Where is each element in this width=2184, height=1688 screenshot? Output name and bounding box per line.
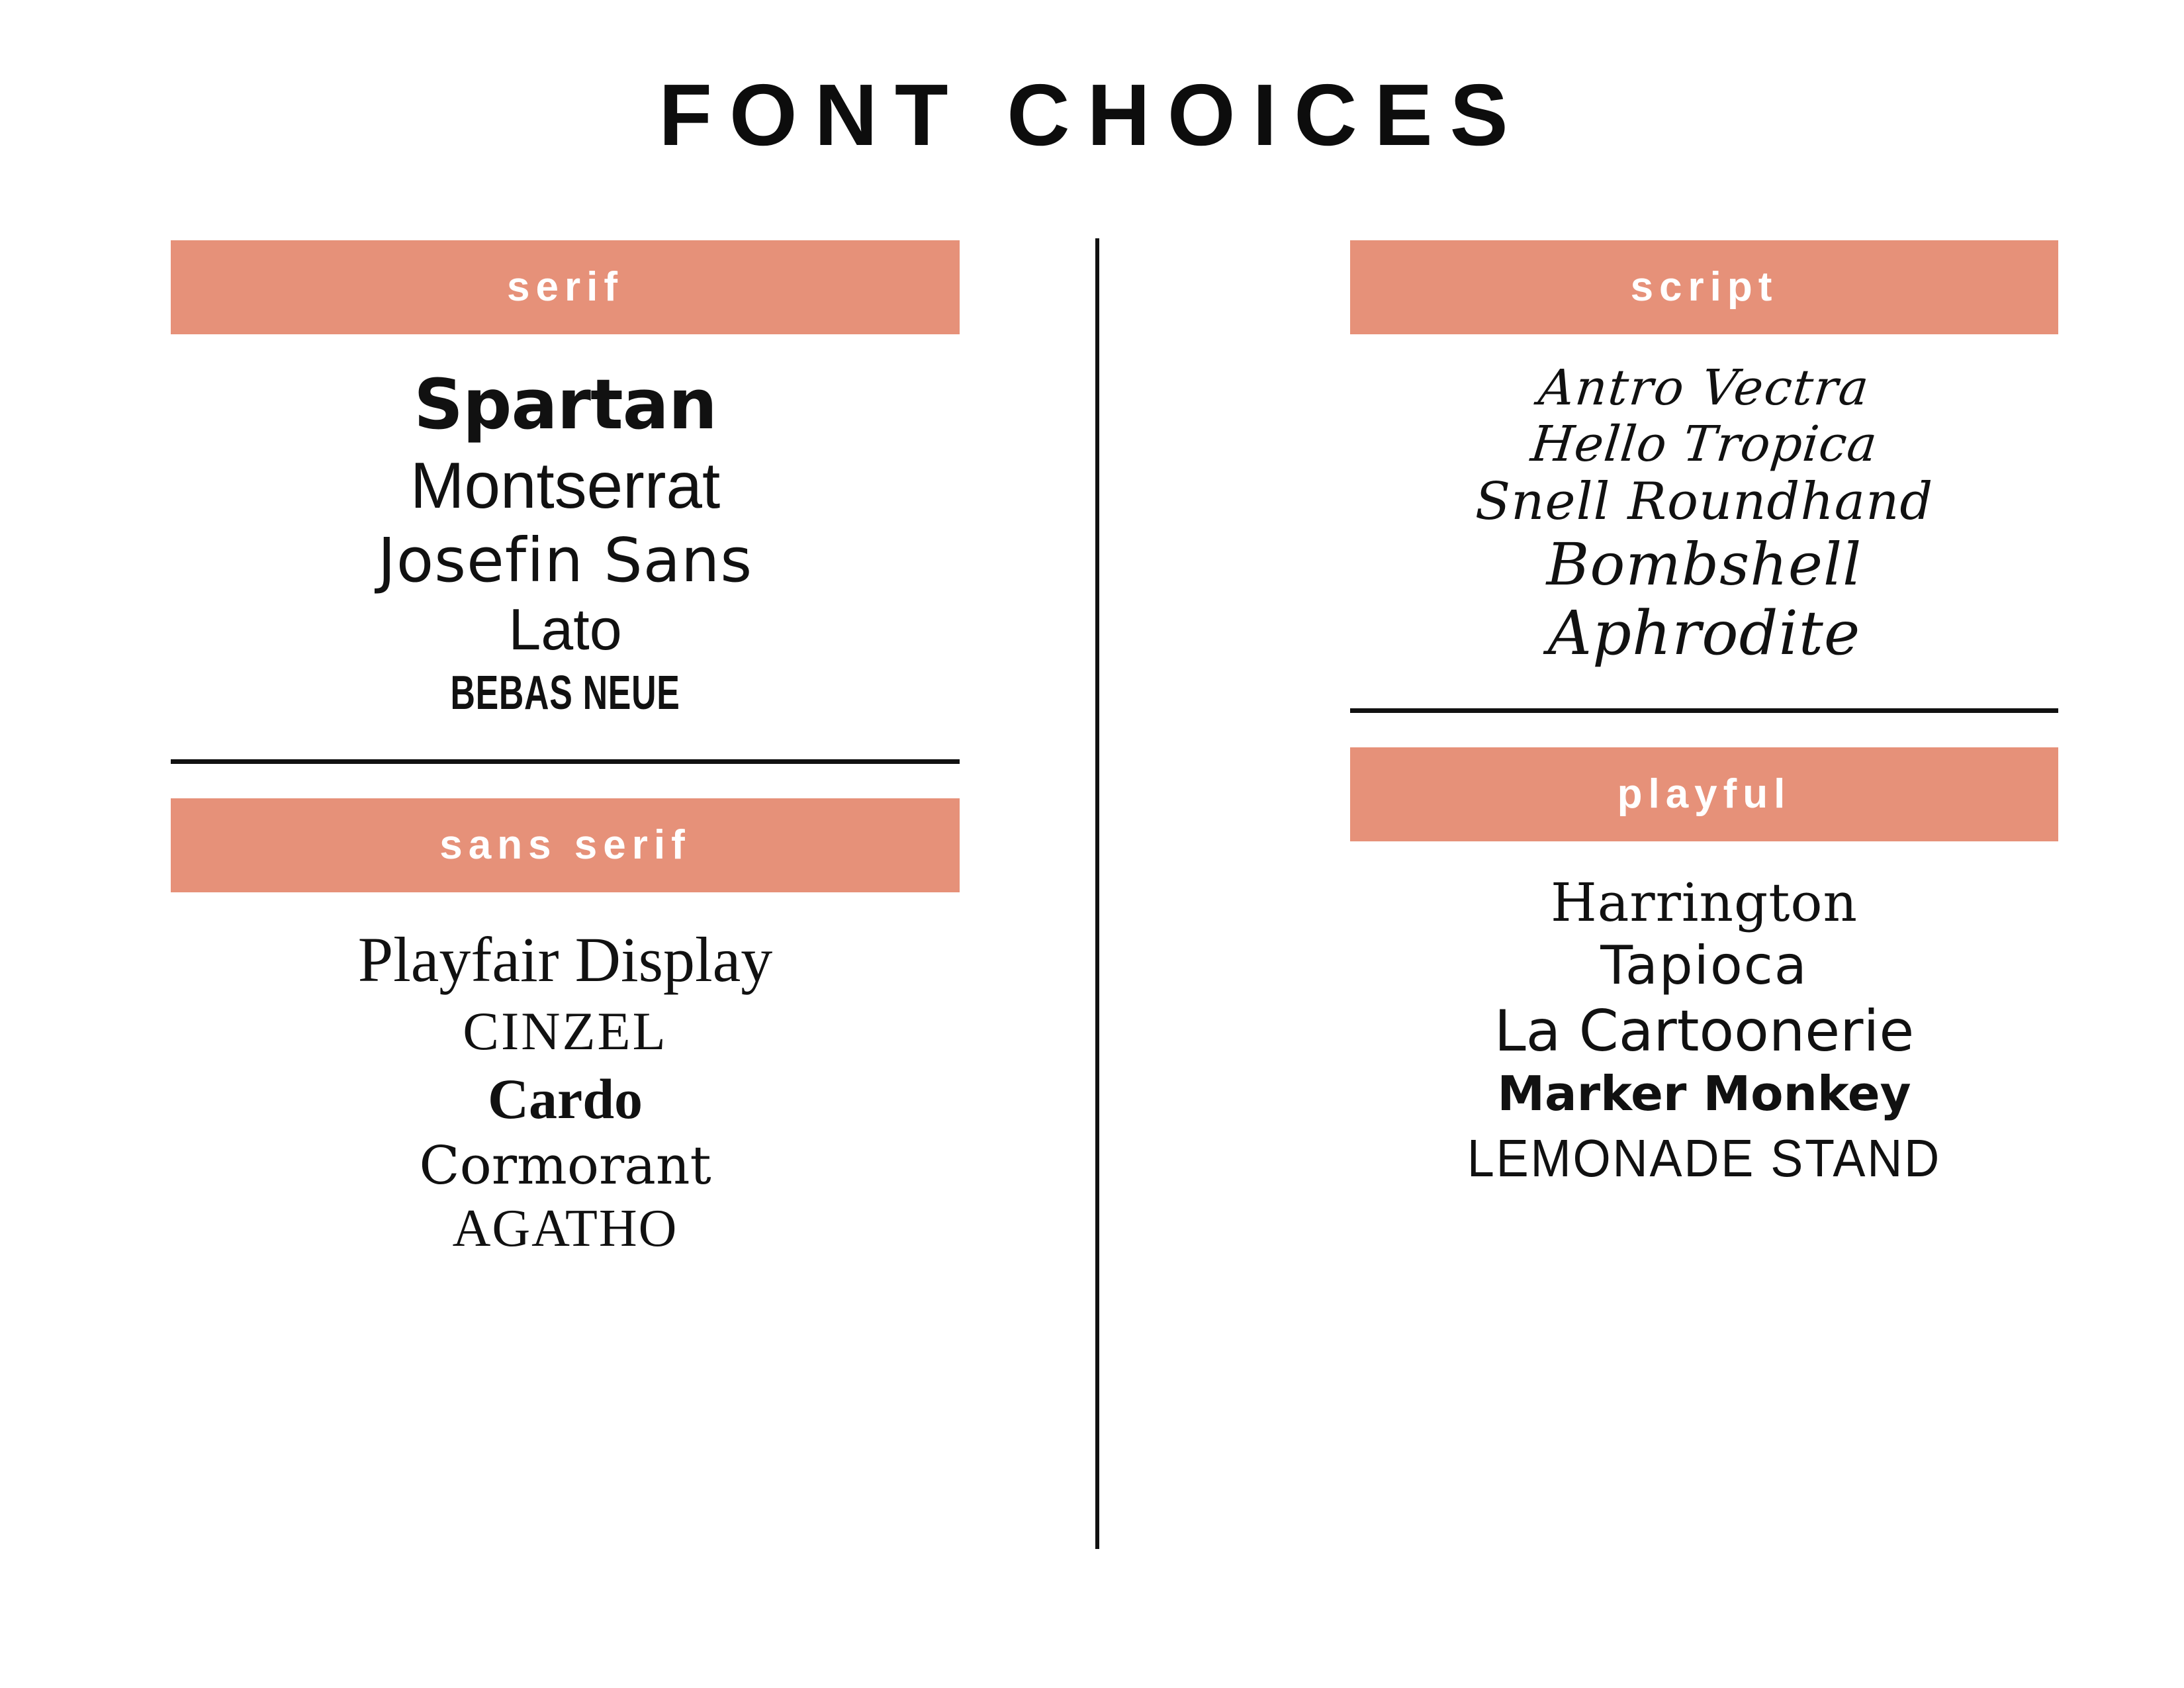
font-sample-bombshell: Bombshell (1546, 530, 1862, 599)
font-sample-snell-roundhand: Snell Roundhand (1475, 471, 1934, 532)
font-list-sans-serif (171, 924, 960, 1258)
category-banner-playful (1350, 747, 2058, 841)
left-column (0, 228, 1092, 1688)
font-sample-cormorant: Cormorant (419, 1135, 711, 1197)
category-banner-script (1350, 240, 2058, 334)
columns-container (0, 228, 2184, 1688)
font-sample-lato: Lato (508, 596, 622, 663)
font-sample-la-cartoonerie: La Cartoonerie (1494, 998, 1915, 1064)
category-label-playful: playful (1617, 771, 1792, 817)
category-label-serif: serif (507, 264, 623, 310)
font-list-playful (1350, 873, 2058, 1188)
category-label-script: script (1630, 264, 1778, 310)
font-sample-marker-monkey: Marker Monkey (1497, 1066, 1911, 1122)
font-sample-cinzel: CINZEL (463, 1000, 668, 1061)
category-banner-sans-serif (171, 798, 960, 892)
page-title: FONT CHOICES (659, 66, 1525, 164)
right-horizontal-rule (1350, 708, 2058, 713)
font-sample-aphrodite: Aphrodite (1547, 597, 1861, 669)
font-sample-josefin-sans: Josefin Sans (377, 525, 753, 596)
category-label-sans-serif: sans serif (439, 822, 691, 868)
font-sample-playfair-display: Playfair Display (357, 924, 773, 996)
font-sample-hello-tropica: Hello Tropica (1528, 415, 1880, 473)
font-sample-tapioca: Tapioca (1600, 935, 1808, 997)
font-sample-agatho: AGATHO (452, 1199, 678, 1258)
font-sample-cardo: Cardo (487, 1066, 643, 1131)
left-horizontal-rule (171, 759, 960, 764)
font-sample-harrington: Harrington (1550, 871, 1858, 933)
font-sample-spartan: Spartan (414, 364, 717, 445)
font-sample-montserrat: Montserrat (410, 449, 721, 522)
font-sample-lemonade-stand: LEMONADE STAND (1467, 1128, 1942, 1188)
font-list-serif (171, 366, 960, 720)
font-list-script (1350, 361, 2058, 667)
font-sample-bebas-neue: BEBAS NEUE (450, 666, 680, 720)
category-banner-serif (171, 240, 960, 334)
font-sample-antro-vectra: Antro Vectra (1535, 359, 1873, 416)
right-column (1092, 228, 2184, 1688)
